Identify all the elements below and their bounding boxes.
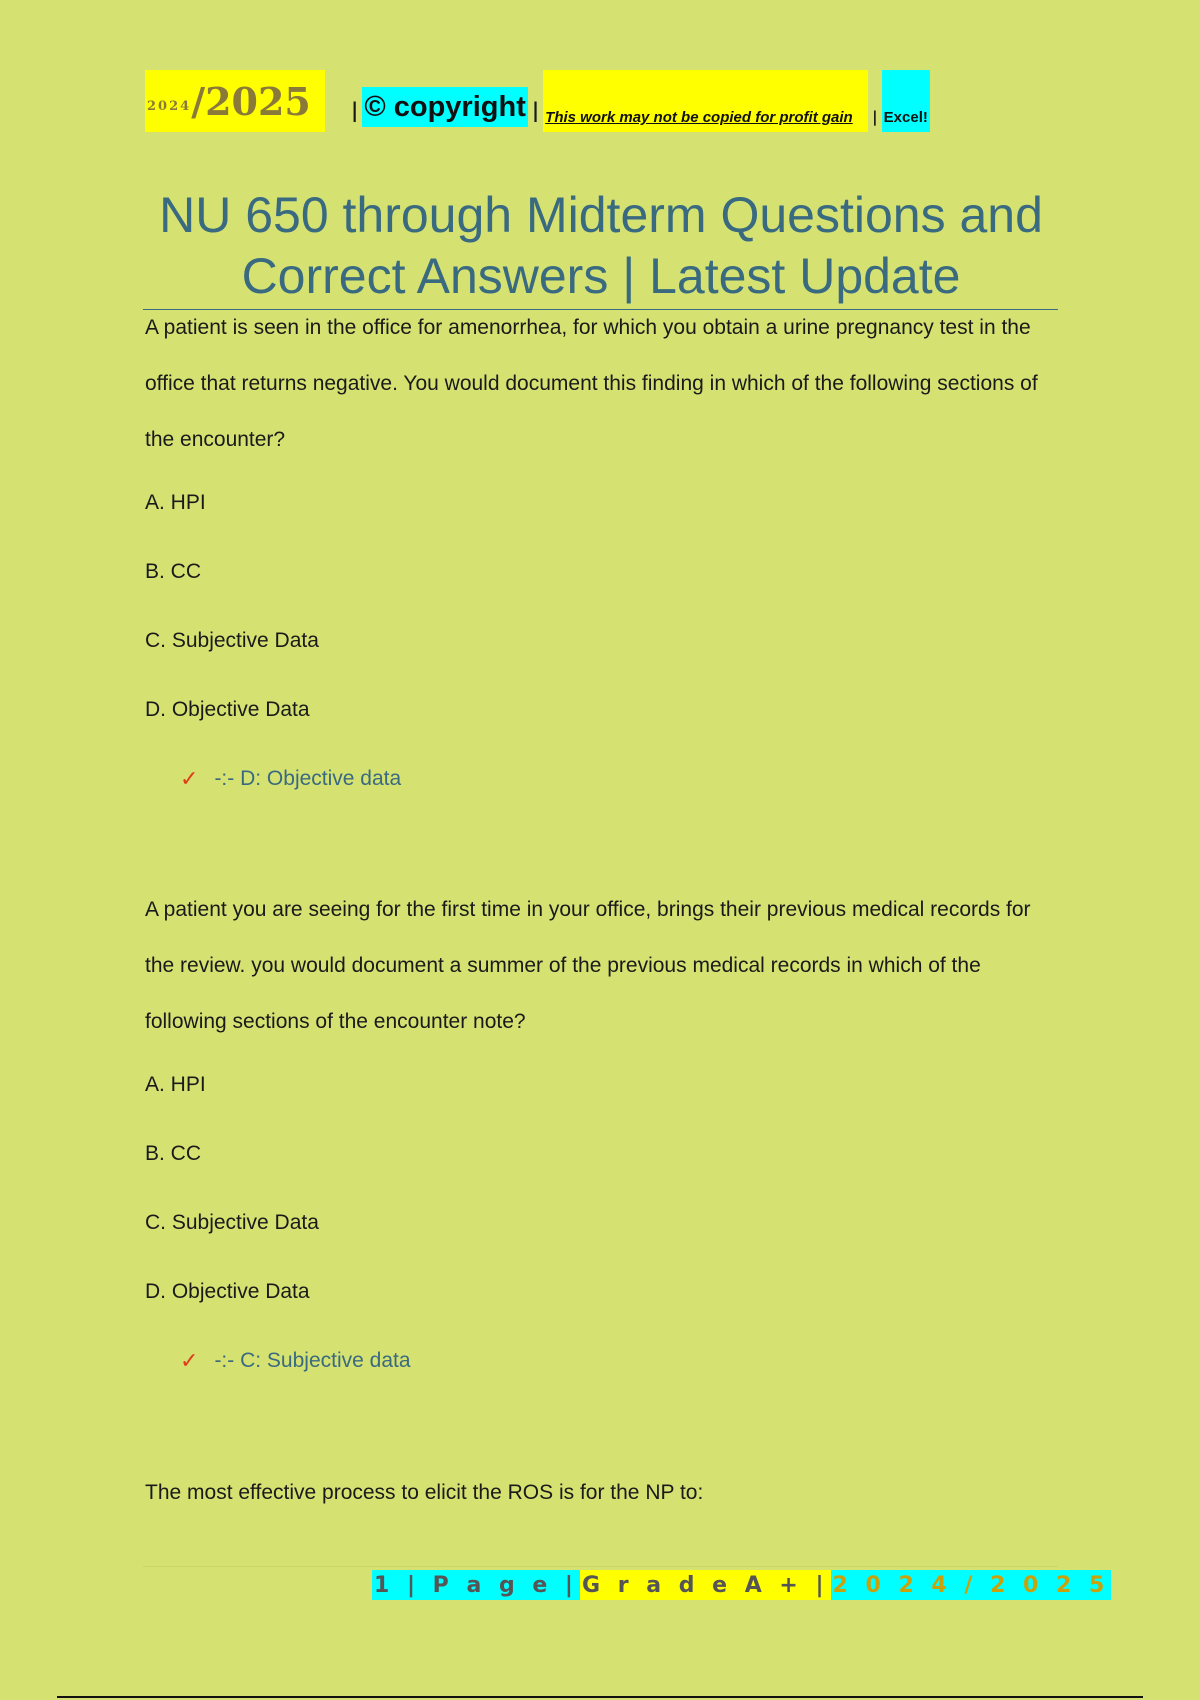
answer-line — [180, 744, 1060, 813]
answer-line — [180, 1326, 1060, 1395]
option-a: A. HPI — [145, 1073, 206, 1096]
footer-page-number: 1 | P a g e | — [372, 1570, 580, 1600]
copyright-label: © copyright — [362, 87, 528, 127]
header-separator: | — [872, 108, 878, 126]
title-line-1: NU 650 through Midterm Questions and — [159, 187, 1043, 243]
year-small: 2024 — [147, 98, 192, 114]
checkmark-icon: ✓ — [180, 766, 199, 791]
copy-notice-text: This work may not be copied for profit gain — [545, 109, 853, 126]
option-c: C. Subjective Data — [145, 629, 319, 652]
option-d: D. Objective Data — [145, 698, 310, 721]
option-b: B. CC — [145, 1142, 202, 1165]
option-c: C. Subjective Data — [145, 1211, 319, 1234]
question-2 — [145, 882, 1060, 1395]
page-title — [145, 185, 1057, 307]
question-1 — [145, 300, 1060, 813]
question-stem: A patient is seen in the office for amenorrhea, for which you obtain a urine pregnancy test in the office that returns negative. You would document this finding in which of the following sections of the encounter? — [145, 316, 1038, 451]
page-bottom-rule — [57, 1696, 1143, 1698]
question-stem: A patient you are seeing for the first time in your office, brings their previous medical records for the review. you would document a summer of the previous medical records in which of the following sections of the encounter note? — [145, 898, 1031, 1033]
option-a: A. HPI — [145, 491, 206, 514]
header-separator: | — [531, 98, 540, 122]
header-separator: | — [351, 98, 359, 122]
footer-year: 2 0 2 4 / 2 0 2 5 — [831, 1570, 1112, 1600]
copy-notice — [543, 70, 868, 132]
footer-divider — [143, 1566, 1058, 1567]
question-stem: The most effective process to elicit the ROS is for the NP to: — [145, 1481, 704, 1504]
checkmark-icon: ✓ — [180, 1348, 199, 1373]
page-footer — [372, 1570, 1111, 1600]
excel-label: Excel! — [882, 70, 930, 132]
title-line-2: Correct Answers | Latest Update — [241, 248, 961, 304]
answer-text: -:- D: Objective data — [214, 767, 402, 790]
footer-grade: G r a d e A + | — [580, 1570, 831, 1600]
year-badge — [145, 70, 325, 132]
header-banner — [145, 70, 930, 132]
question-3 — [145, 1465, 1060, 1521]
option-d: D. Objective Data — [145, 1280, 310, 1303]
option-b: B. CC — [145, 560, 202, 583]
year-big: /2025 — [191, 78, 311, 124]
answer-text: -:- C: Subjective data — [214, 1349, 411, 1372]
